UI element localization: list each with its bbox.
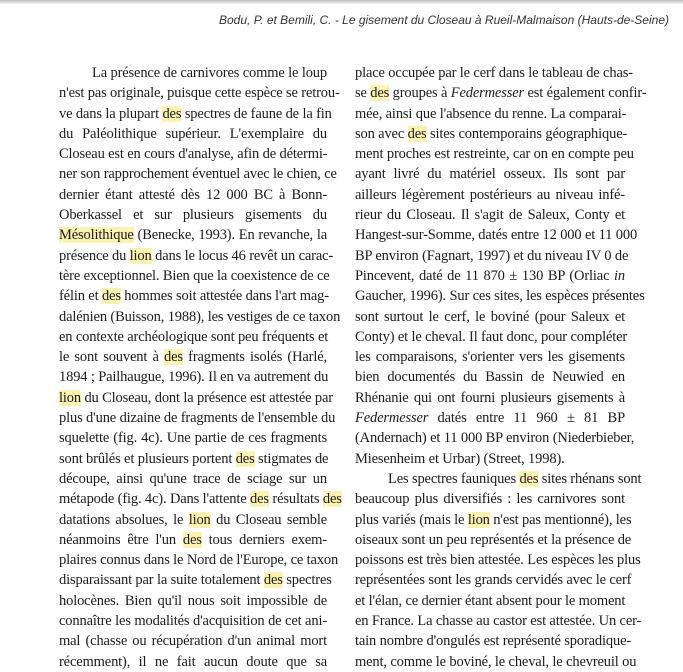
search-highlight: Mésolithique — [59, 227, 134, 244]
text-run: Hangest-sur-Somme, datés entre 12 000 et 11 000 — [355, 227, 638, 244]
text-run: dans le locus 46 revêt un carac- — [151, 247, 334, 264]
text-run: mal (chasse ou récupération d'un animal mort — [59, 633, 327, 650]
text-line — [355, 428, 635, 448]
text-line — [59, 225, 327, 245]
text-run: BP environ (Fagnart, 1997) et du niveau IV 0 de — [355, 247, 629, 264]
text-run: présence du — [59, 247, 130, 264]
search-highlight: des — [407, 125, 427, 142]
text-run: du Closeau, dont la présence est attestée par — [80, 389, 333, 406]
text-line — [59, 652, 327, 672]
text-run: son avec — [355, 125, 408, 142]
text-line — [59, 205, 327, 225]
text-run: La présence de carnivores comme le loup — [92, 65, 327, 81]
text-line — [59, 469, 327, 489]
text-line — [59, 347, 327, 367]
search-highlight: des — [322, 491, 342, 508]
search-highlight: lion — [129, 247, 152, 264]
text-line — [59, 530, 327, 550]
text-run: rieur du Closeau. Il s'agit de Saleux, Conty et — [355, 207, 625, 224]
text-line — [355, 631, 632, 651]
text-line — [355, 83, 647, 103]
text-line — [355, 286, 645, 306]
text-run: Gaucher, 1996). Sur ces sites, les espèces présentes — [355, 288, 645, 305]
text-line — [355, 550, 641, 570]
text-line — [59, 266, 330, 286]
text-line — [59, 428, 327, 448]
text-line — [355, 327, 628, 347]
text-line — [355, 144, 634, 164]
text-run: datés entre 11 960 ± 81 BP — [428, 410, 625, 427]
text-line — [59, 327, 327, 347]
text-run: mée, ainsi que l'absence du renne. La comparai- — [355, 105, 627, 122]
text-run: Oberkassel et sur plusieurs gisements du — [59, 207, 327, 224]
text-line — [59, 83, 340, 103]
text-run: ment proches est restreinte, car on en compte peu — [355, 146, 634, 163]
text-line — [59, 408, 336, 428]
text-run: Conty) et le cheval. Il faut donc, pour compléter — [355, 328, 628, 345]
text-run: Les spectres fauniques — [388, 470, 520, 487]
text-run: ve dans la plupart — [59, 105, 163, 122]
search-highlight: des — [164, 349, 183, 366]
italic-term: Federmesser — [355, 410, 429, 427]
text-line — [355, 164, 625, 184]
text-run: tain nombre d'ongulés est représenté sporadique- — [355, 633, 632, 650]
text-run: holocènes. Bien qu'il nous soit impossible de — [59, 592, 327, 609]
text-line — [59, 631, 327, 651]
text-run: sont brûlés et plusieurs portent — [59, 450, 236, 467]
search-highlight: des — [250, 491, 269, 508]
text-run: métapode (fig. 4c). Dans l'attente — [59, 491, 251, 508]
text-run: stigmates de — [254, 450, 329, 467]
text-line — [355, 388, 625, 408]
text-line — [355, 347, 625, 367]
text-run: fragments isolés (Harlé, — [182, 349, 327, 366]
text-line — [355, 307, 625, 327]
text-line — [355, 570, 632, 590]
text-line — [355, 408, 625, 428]
text-line — [355, 63, 633, 83]
text-line — [59, 63, 327, 83]
text-line — [355, 510, 632, 530]
text-run: se — [355, 85, 371, 102]
search-highlight: lion — [188, 511, 211, 528]
text-run: Closeau est en cours d'analyse, afin de détermi- — [59, 146, 328, 163]
search-highlight: des — [101, 288, 121, 305]
text-run: tère exceptionnel. Bien que la coexistence de ce — [59, 267, 330, 284]
text-run: les comparaisons, s'orienter vers les gisements — [355, 349, 625, 366]
text-line — [59, 591, 327, 611]
text-run: spectres — [282, 572, 332, 589]
text-run: est également confir- — [523, 85, 647, 102]
text-line — [59, 570, 332, 590]
text-line — [355, 530, 632, 550]
text-line — [59, 164, 337, 184]
text-line — [59, 510, 327, 530]
text-run: groupes à — [389, 85, 451, 102]
text-run: dalénien (Buisson, 1988), les vestiges de ce taxon — [59, 308, 341, 325]
left-text-column — [59, 63, 342, 672]
text-line — [355, 367, 625, 387]
text-line — [355, 652, 637, 672]
search-highlight: des — [182, 531, 202, 548]
text-run: représentées sont les grands cervidés avec le cerf — [355, 572, 632, 589]
text-run: en France. La chasse au castor est attestée. Un cer- — [355, 613, 642, 630]
text-run: n'est pas mentionné), les — [489, 511, 632, 528]
text-line — [355, 469, 642, 489]
text-run: résultats — [268, 491, 323, 508]
italic-term: in — [614, 267, 625, 284]
italic-term: Federmesser — [450, 85, 524, 102]
text-run: place occupée par le cerf dans le tableau de chas- — [355, 65, 633, 81]
text-line — [355, 449, 625, 469]
text-run: disparaissant par la suite totalement — [59, 572, 264, 589]
top-border — [0, 0, 683, 4]
text-line — [355, 266, 625, 286]
text-line — [59, 367, 327, 387]
text-line — [355, 205, 625, 225]
text-run: squelette (fig. 4c). Une partie de ces fragments — [59, 430, 327, 447]
text-line — [59, 611, 327, 631]
text-line — [355, 591, 625, 611]
text-run: et l'élan, ce dernier étant absent pour le moment — [355, 592, 626, 609]
text-run: connaître les modalités d'acquisition de cet ani- — [59, 613, 327, 630]
text-line — [355, 104, 625, 124]
text-run: (Benecke, 1993). En revanche, la — [133, 227, 327, 244]
text-run: n'est pas originale, puisque cette espèce se retrou- — [59, 85, 340, 102]
text-run: datations absolues, le — [59, 511, 189, 528]
text-run: hommes soit attestée dans l'art mag- — [120, 288, 329, 305]
text-line — [355, 124, 628, 144]
text-run: bien documentés du Bassin de Neuwied en — [355, 369, 625, 386]
search-highlight: des — [235, 450, 255, 467]
running-header: Bodu, P. et Bemili, C. - Le gisement du Closeau à Rueil-Malmaison (Hauts-de-Seine) — [219, 13, 669, 27]
text-run: Pincevent, daté de 11 870 ± 130 BP (Orliac — [355, 267, 615, 284]
text-line — [355, 185, 625, 205]
search-highlight: des — [263, 572, 283, 589]
text-run: en contexte archéologique sont peu fréquents et — [59, 328, 329, 345]
text-run: dernier étant attesté dès 12 000 BC à Bonn- — [59, 186, 327, 203]
text-line — [59, 489, 342, 509]
text-run: sites contemporains géographique- — [426, 125, 628, 142]
text-line — [355, 246, 629, 266]
text-line — [59, 449, 327, 469]
text-run: poissons est très bien attestée. Les espèces les plus — [355, 552, 641, 569]
text-run: (Andernach) et 11 000 BP environ (Niederbieber, — [355, 430, 635, 447]
text-run: Rhénanie qui ont fourni plusieurs gisements à — [355, 389, 625, 406]
text-run: néanmoins être l'un — [59, 531, 183, 548]
search-highlight: des — [370, 85, 390, 102]
text-run: Miesenheim et Urbar) (Street, 1998). — [355, 450, 565, 467]
text-run: plus variés (mais le — [355, 511, 468, 528]
text-run: tous derniers exem- — [201, 531, 327, 548]
search-highlight: lion — [467, 511, 490, 528]
text-line — [59, 550, 339, 570]
text-line — [59, 286, 327, 306]
right-text-column — [355, 63, 647, 672]
text-line — [59, 307, 341, 327]
text-run: récemment), il ne fait aucun doute que sa — [59, 653, 327, 670]
text-line — [59, 104, 332, 124]
text-line — [59, 388, 333, 408]
text-run: ayant livré du matériel osseux. Ils sont par — [355, 166, 625, 183]
text-run: le sont souvent à — [59, 349, 165, 366]
text-run: 1894 ; Pailhaugue, 1996). Il en va autrement du — [59, 369, 329, 386]
text-run: plus d'une dizaine de fragments de l'ensemble du — [59, 410, 336, 427]
text-line — [355, 489, 625, 509]
search-highlight: lion — [59, 389, 81, 406]
text-run: ment, comme le boviné, le cheval, le chevreuil ou — [355, 653, 637, 670]
text-run: du Paléolithique supérieur. L'exemplaire du — [59, 125, 327, 142]
text-run: beaucoup plus diversifiés : les carnivores sont — [355, 491, 625, 508]
text-line — [59, 185, 327, 205]
text-run: ner son rapprochement éventuel avec le chien, ce — [59, 166, 337, 183]
text-line — [59, 144, 327, 164]
text-run: félin et — [59, 288, 102, 305]
text-run: découpe, ainsi qu'une trace de sciage sur un — [59, 470, 327, 487]
text-run: ailleurs légèrement postérieurs au niveau infé- — [355, 186, 625, 203]
text-run: sont surtout le cerf, le boviné (pour Saleux et — [355, 308, 625, 325]
search-highlight: des — [519, 470, 539, 487]
text-line — [59, 246, 334, 266]
text-run: oiseaux sont un peu représentés et la présence de — [355, 531, 632, 548]
search-highlight: des — [162, 105, 182, 122]
text-line — [59, 124, 327, 144]
text-run: du Closeau semble — [210, 511, 327, 528]
text-run: sites rhénans sont — [538, 470, 642, 487]
text-line — [355, 225, 638, 245]
text-run: spectres de faune de la fin — [181, 105, 332, 122]
text-run: plaires connus dans le Nord de l'Europe, ce taxon — [59, 552, 339, 569]
text-line — [355, 611, 642, 631]
